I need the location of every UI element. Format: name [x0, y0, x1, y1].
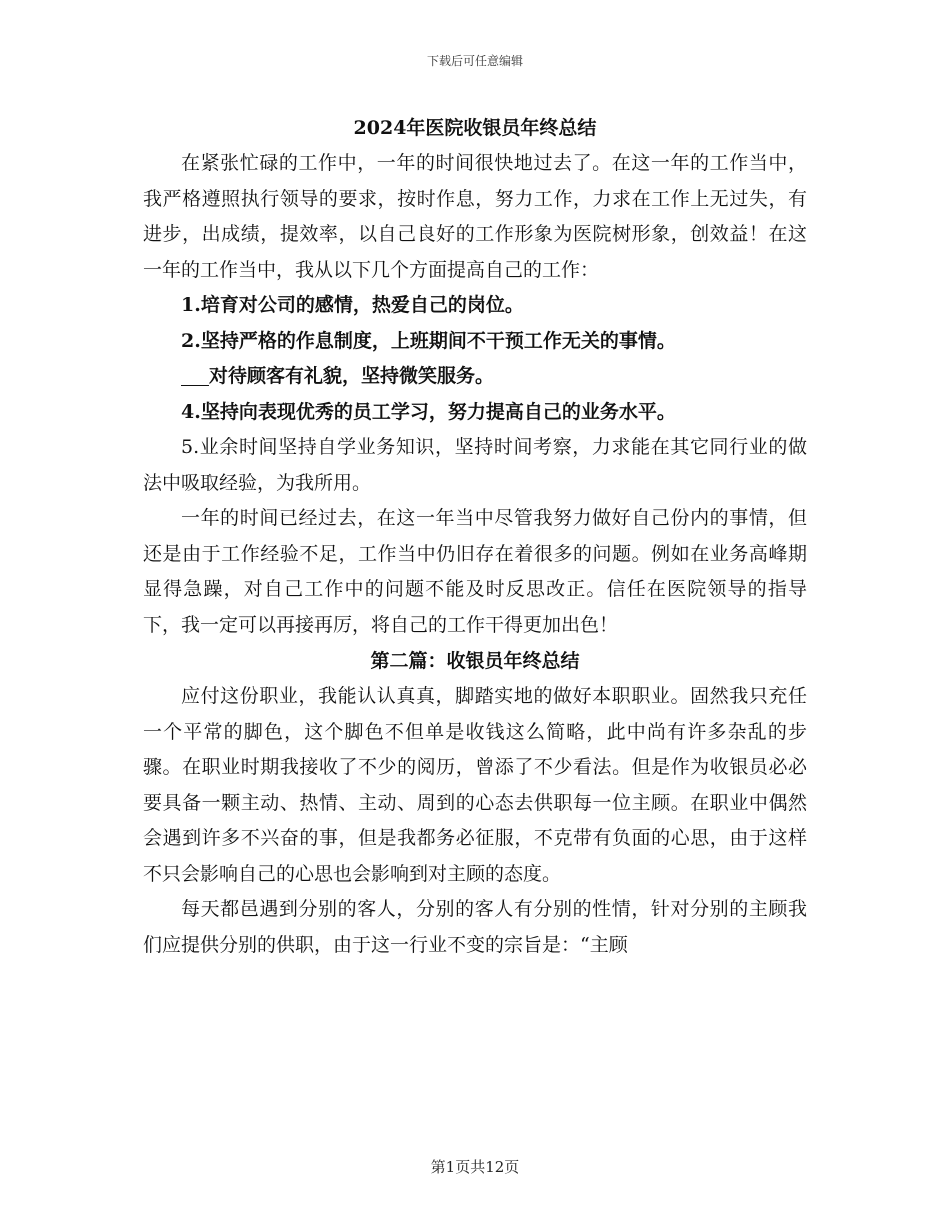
summary-paragraph: 一年的时间已经过去，在这一年当中尽管我努力做好自己份内的事情，但还是由于工作经验不足，工作当中仍旧存在着很多的问题。例如在业务高峰期显得急躁，对自己工作中的问题不能及时反思改正。信任在医院领导的指导下，我一定可以再接再厉，将自己的工作干得更加出色！ — [143, 507, 807, 636]
page-number: 第1页共12页 — [430, 1158, 520, 1176]
list-item-3-text: 对待顾客有礼貌，坚持微笑服务。 — [209, 365, 495, 387]
list-item-5: 5.业余时间坚持自学业务知识，坚持时间考察，力求能在其它同行业的做法中吸取经验，为我所用。 — [143, 436, 807, 494]
blank-underline — [181, 365, 209, 386]
page-header-note: 下载后可任意编辑 — [426, 54, 523, 68]
list-item-3 — [143, 359, 807, 395]
document-body — [143, 110, 807, 963]
list-item-2: 2.坚持严格的作息制度，上班期间不干预工作无关的事情。 — [181, 329, 676, 352]
intro-paragraph: 在紧张忙碌的工作中，一年的时间很快地过去了。在这一年的工作当中，我严格遵照执行领导的要求，按时作息，努力工作，力求在工作上无过失，有进步，出成绩，提效率，以自己良好的工作形象为医院树形象，创效益！在这一年的工作当中，我从以下几个方面提高自己的工作： — [143, 152, 807, 281]
section-2-title: 第二篇：收银员年终总结 — [370, 650, 580, 672]
list-item-1: 1.培育对公司的感情，热爱自己的岗位。 — [181, 294, 524, 316]
section-2-paragraph-1: 应付这份职业，我能认认真真，脚踏实地的做好本职职业。固然我只充任一个平常的脚色，这个脚色不但单是收钱这么简略，此中尚有许多杂乱的步骤。在职业时期我接收了不少的阅历，曾添了不少看法。但是作为收银员必必要具备一颗主动、热情、主动、周到的心态去供职每一位主顾。在职业中偶然会遇到许多不兴奋的事，但是我都务必征服，不克带有负面的心思，由于这样不只会影响自己的心思也会影响到对主顾的态度。 — [143, 685, 807, 885]
section-2-paragraph-2: 每天都邑遇到分别的客人，分别的客人有分别的性情，针对分别的主顾我们应提供分别的供职，由于这一行业不变的宗旨是：“主顾 — [143, 898, 807, 956]
list-item-4: 4.坚持向表现优秀的员工学习，努力提高自己的业务水平。 — [181, 400, 676, 423]
document-title: 2024年医院收银员年终总结 — [353, 117, 597, 139]
